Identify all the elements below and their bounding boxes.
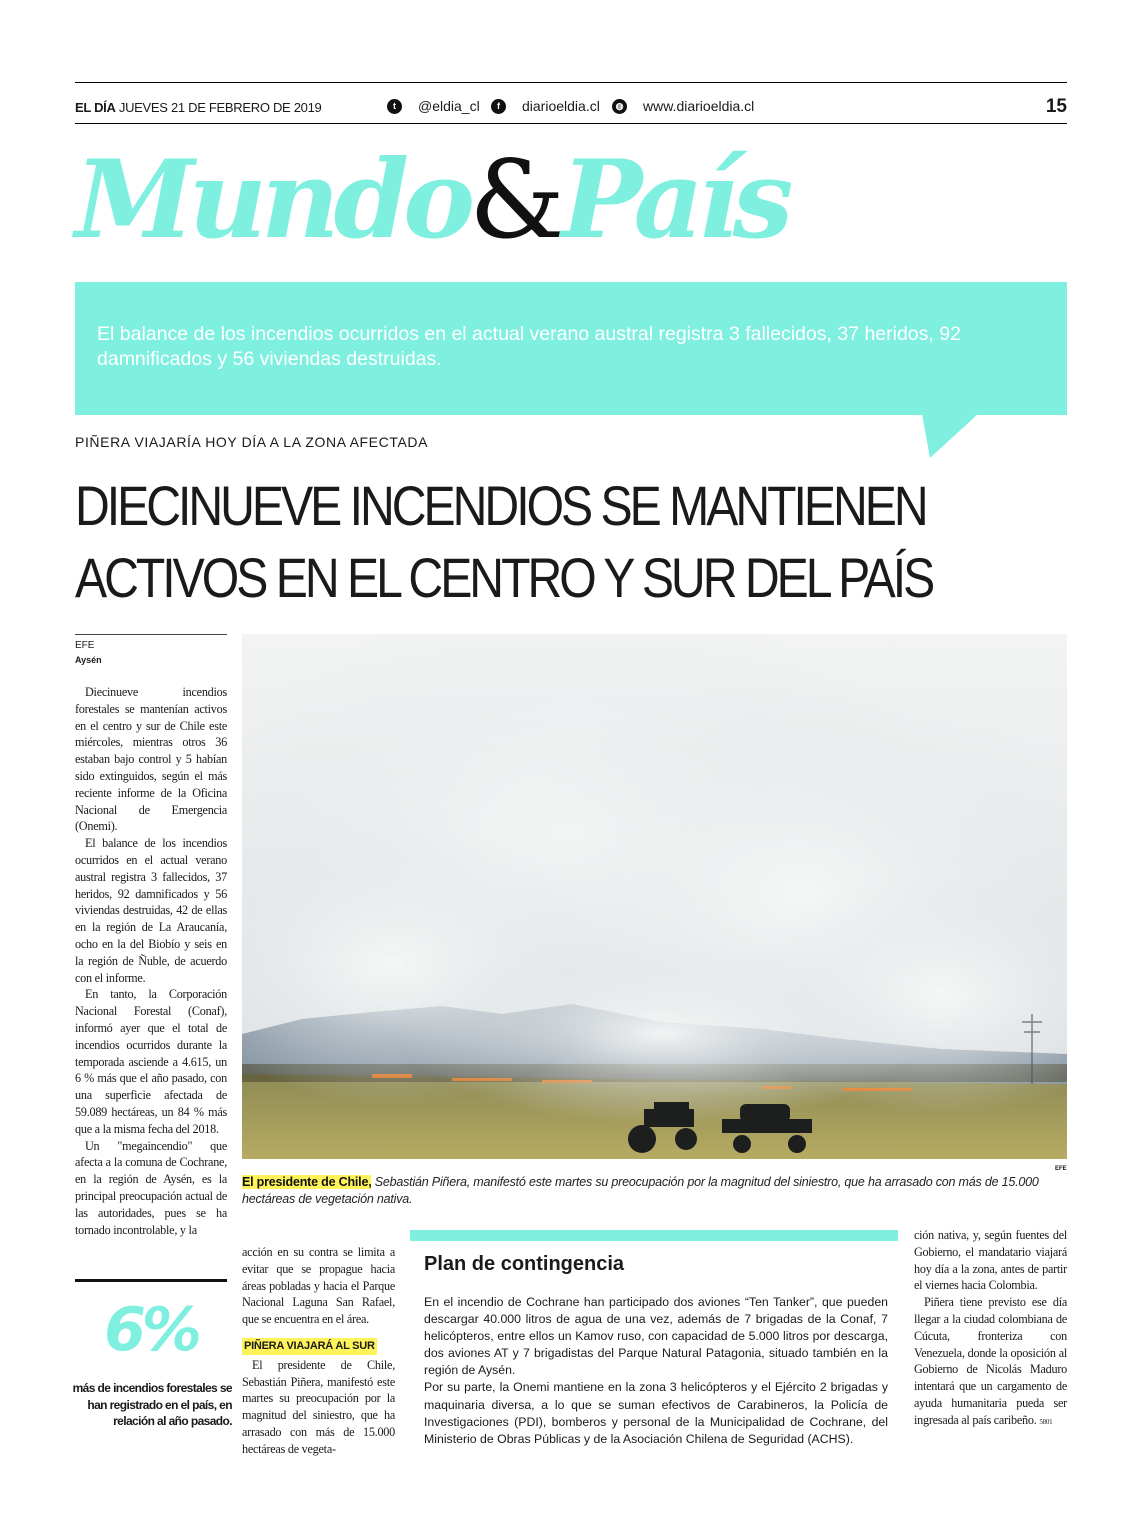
paper-name: EL DÍA [75,100,116,115]
wildfire-photo [242,634,1067,1159]
masthead [75,100,321,115]
paragraph: Un "megaincendio" que afecta a la comuna de Cochrane, en la región de Aysén, es la principal preocupación actual de las autoridades, pues se ha tornado incontrolable, y la [75,1138,227,1237]
paragraph: acción en su contra se limita a evitar que se propague hacia áreas pobladas y hacia el Parque Nacional Laguna San Rafael, que se encuentra en el área. [242,1245,395,1327]
caption-lead: El presidente de Chile, [242,1175,372,1189]
subhead: PIÑERA VIAJARÁ AL SUR [242,1338,377,1355]
stat-caption: más de incendios forestales se han registrado en el país, en relación al año pasado. [72,1381,232,1428]
paragraph: Diecinueve incendios forestales se mantenían activos en el centro y sur de Chile este miércoles, mientras otros 36 estaban bajo control y 5 habían sido extinguidos, según el más reciente informe de la Oficina Nacional de Emergencia (Onemi). [75,685,227,834]
paragraph: El balance de los incendios ocurridos en el actual verano austral registra 3 fallecidos, 37 heridos, 92 damnificados y 56 viviendas destruidas, 42 de ellas en la región de La Araucanía, ocho en la del Biobío y seis en la región de Ñuble, de acuerdo con el informe. [75,836,227,985]
box-paragraph: En el incendio de Cochrane han participado dos aviones “Ten Tanker”, que pueden descargar 40.000 litros de agua de una vez, además de 7 brigadas de la Conaf, 7 helicópteros, entre ellos un Kamov ruso, con capacidad de 5.000 litros por descarga, dos aviones AT y 7 brigadistas del Parque Natural Patagonia, situado también en la región de Aysén. [424,1295,888,1378]
website-link[interactable]: ◍ www.diarioeldia.cl [612,98,754,114]
box-top-rule [410,1230,898,1241]
headline [75,470,1021,614]
twitter-handle[interactable]: t @eldia_cl [387,98,480,114]
stat-value: 6% [104,1295,198,1365]
section-word-mundo: Mundo [75,137,470,263]
header-rule [75,123,1067,124]
right-column-body [914,1227,1067,1431]
issue-date: JUEVES 21 DE FEBRERO DE 2019 [118,100,322,115]
headline-line-2: ACTIVOS EN EL CENTRO Y SUR DEL PAÍS [75,546,933,609]
caption-text: Sebastián Piñera, manifestó este martes su preocupación por la magnitud del siniestro, que ha arrasado con más de 15.000 hectáreas de vegetación nativa. [242,1175,1039,1206]
middle-column-body [242,1244,395,1458]
facebook-page[interactable]: f diarioeldia.cl [491,98,600,114]
summary-text: El balance de los incendios ocurridos en el actual verano austral registra 3 fallecidos, 37 heridos, 92 damnificados y 56 viviendas destruidas. [97,323,961,370]
box-body [424,1294,888,1448]
section-ampersand: & [469,138,562,263]
paragraph: El presidente de Chile, Sebastián Piñera, manifestó este martes su preocupación por la magnitud del siniestro, que ha arrasado con más de 15.000 hectáreas de vegeta- [242,1357,395,1456]
paragraph: Piñera tiene previsto ese día llegar a la ciudad colombiana de Cúcuta, fronteriza con Venezuela, donde la oposición al Gobierno de Nicolás Maduro intentará que un cargamento de ayuda humanitaria pueda ser ingresada al país caribeño. 5801 [914,1295,1067,1427]
box-paragraph: Por su parte, la Onemi mantiene en la zona 3 helicópteros y el Ejército 2 brigadas y maquinaria diversa, a lo que se suman efectivos de Carabineros, la Policía de Investigaciones (PDI), bomberos y personal de la Municipalidad de Cochrane, del Ministerio de Obras Públicas y de la Asociación Chilena de Seguridad (ACHS). [424,1380,888,1446]
photo-caption [242,1174,1067,1208]
photo-credit: EFE [1055,1166,1067,1172]
section-word-pais: País [561,137,788,263]
paragraph: En tanto, la Corporación Nacional Forestal (Conaf), informó ayer que el total de incendios ocurridos durante la temporada asciende a 4.615, un 6 % más que el año pasado, con una superficie afectada de 59.089 hectáreas, un 84 % más que a la misma fecha del 2018. [75,987,227,1136]
summary-box-tail [922,414,978,458]
facebook-icon: f [491,99,506,114]
left-column-body [75,684,227,1238]
dateline: Aysén [75,655,102,665]
paragraph: ción nativa, y, según fuentes del Gobierno, el mandatario viajará hoy día a la zona, antes de partir el viernes hacia Colombia. [914,1228,1067,1293]
globe-icon: ◍ [612,99,627,114]
headline-line-1: DIECINUEVE INCENDIOS SE MANTIENEN [75,474,926,537]
byline-rule [75,634,227,635]
sign-off: 5801 [1039,1417,1053,1426]
byline: EFE [75,640,95,651]
top-rule [75,82,1067,83]
kicker: PIÑERA VIAJARÍA HOY DÍA A LA ZONA AFECTADA [75,434,429,450]
section-title [75,137,788,263]
stat-rule [75,1279,227,1282]
twitter-icon: t [387,99,402,114]
box-title: Plan de contingencia [424,1253,625,1275]
page-number: 15 [1045,96,1067,117]
